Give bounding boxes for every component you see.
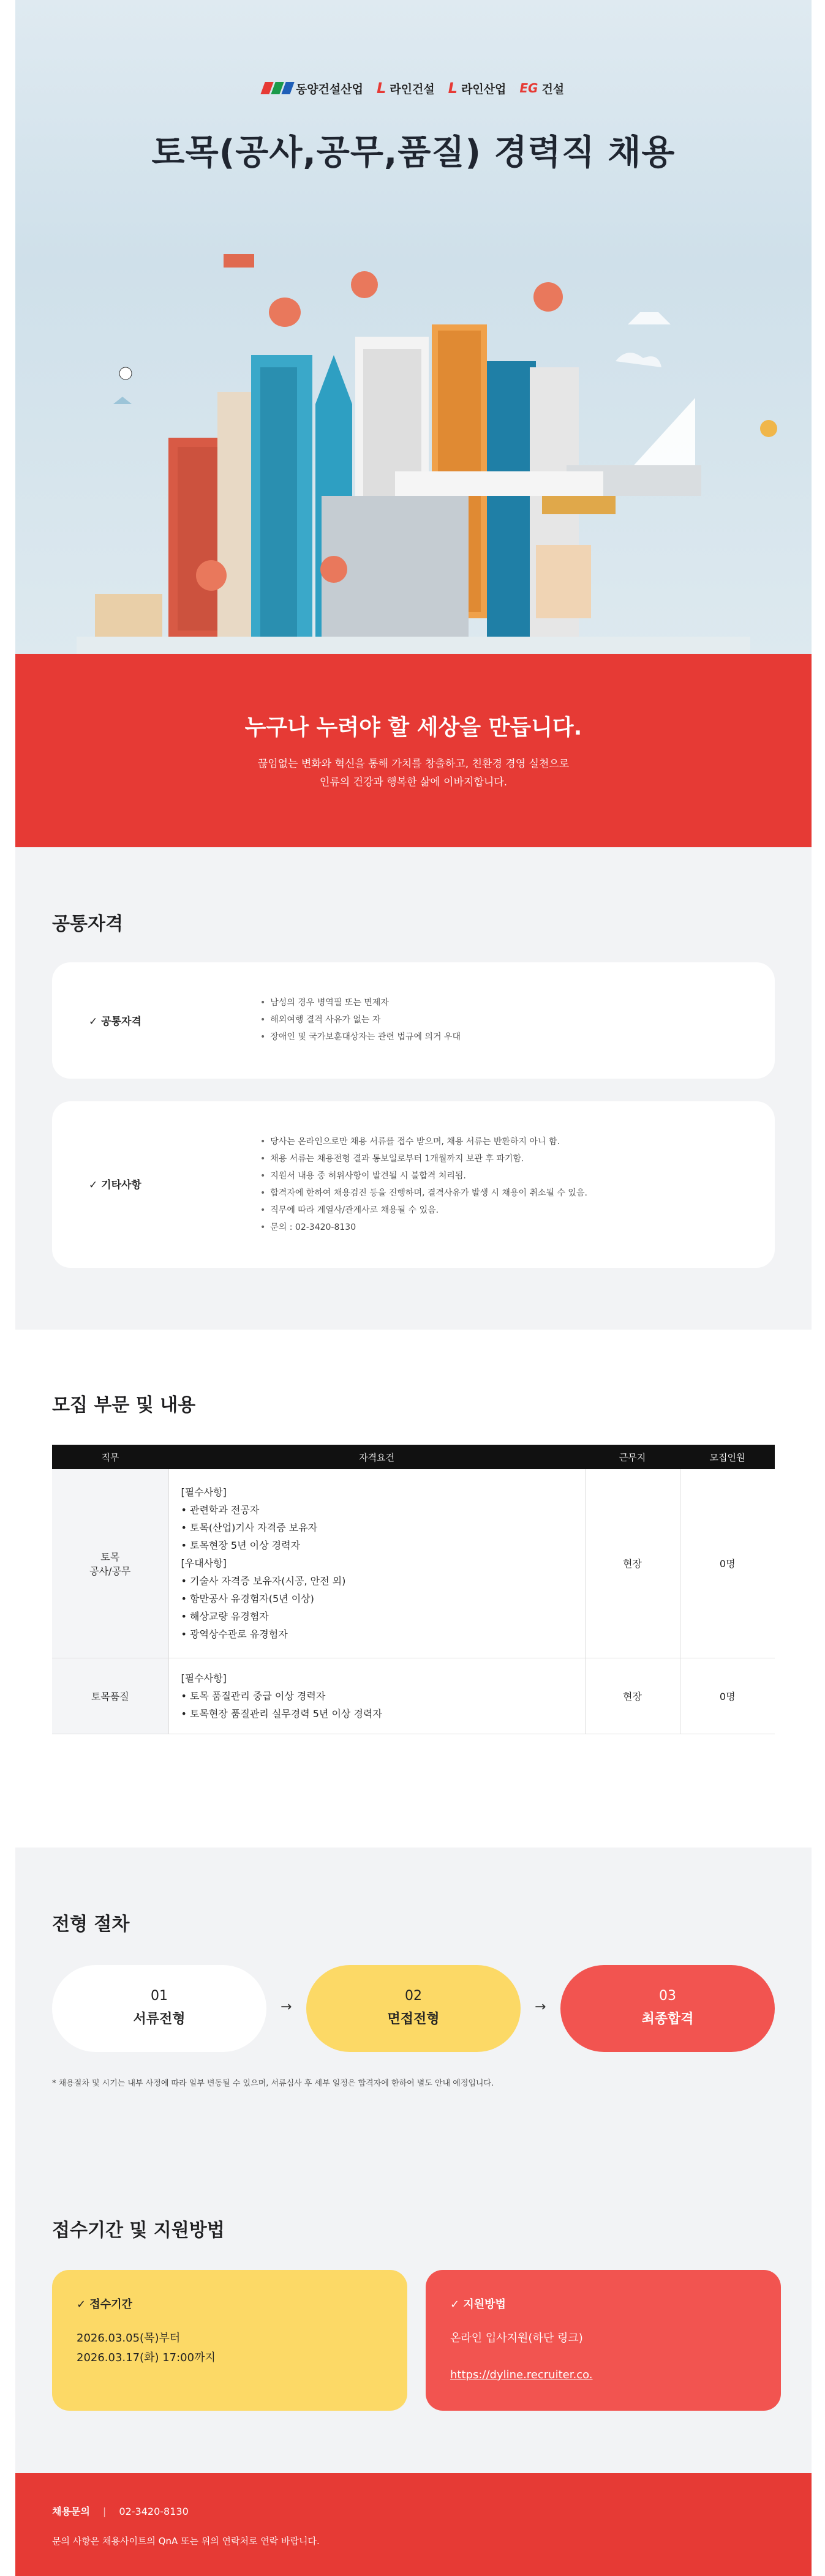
company-logos xyxy=(15,80,812,97)
requirements-cell xyxy=(168,1658,585,1734)
job-cell xyxy=(52,1658,168,1734)
requirements-cell xyxy=(168,1469,585,1658)
method-card xyxy=(426,2270,781,2411)
list-item: • 직무에 따라 계열사/관계사로 채용될 수 있음. xyxy=(260,1202,587,1219)
req-line: [필수사항] xyxy=(181,1672,227,1684)
dongyang-logo-icon xyxy=(263,82,292,94)
req-line: • 광역상수관로 유경험자 xyxy=(181,1628,288,1641)
req-line: • 토목 품질관리 중급 이상 경력자 xyxy=(181,1690,326,1702)
list-item: • 지원서 내용 중 허위사항이 발견될 시 불합격 처리됨. xyxy=(260,1167,587,1185)
logo-dongyang xyxy=(263,80,363,97)
logo-eg xyxy=(519,80,564,97)
method-text: 온라인 입사지원(하단 링크) xyxy=(450,2332,583,2345)
card-label-common: ✓ 공통자격 xyxy=(89,1016,141,1028)
headcount-cell: 0명 xyxy=(680,1658,775,1734)
step-label: 면접전형 xyxy=(387,2012,440,2027)
step-number: 02 xyxy=(405,1988,422,2004)
list-item: • 문의 : 02-3420-8130 xyxy=(260,1219,587,1236)
process-section-title: 전형 절차 xyxy=(52,1914,130,1935)
recruit-section-title: 모집 부문 및 내용 xyxy=(52,1395,196,1416)
list-item: • 남성의 경우 병역필 또는 면제자 xyxy=(260,994,461,1011)
step-final xyxy=(560,1965,775,2052)
header-headcount: 모집인원 xyxy=(680,1445,775,1469)
job-cell xyxy=(52,1469,168,1658)
table-row xyxy=(52,1658,775,1734)
job-name: 토목품질 xyxy=(91,1690,129,1702)
req-line: • 토목현장 5년 이상 경력자 xyxy=(181,1540,301,1552)
table-row xyxy=(52,1469,775,1658)
apply-section-title: 접수기간 및 지원방법 xyxy=(52,2220,225,2241)
list-item: • 당사는 온라인으로만 채용 서류를 접수 받으며, 채용 서류는 반환하지 아니 함. xyxy=(260,1133,587,1150)
mission-banner xyxy=(15,654,812,847)
common-qualification-list xyxy=(260,994,461,1046)
step-number: 03 xyxy=(659,1988,676,2004)
step-label: 서류전형 xyxy=(133,2012,186,2027)
arrow-right-icon: → xyxy=(535,1999,546,2015)
header-job: 직무 xyxy=(52,1445,168,1469)
contact-phone: 02-3420-8130 xyxy=(119,2506,189,2517)
list-item: • 해외여행 결격 사유가 없는 자 xyxy=(260,1011,461,1028)
line-logo-icon: L xyxy=(448,80,458,97)
step-interview xyxy=(306,1965,521,2052)
job-subname: 공사/공무 xyxy=(89,1565,131,1577)
page-title: 토목(공사,공무,품질) 경력직 채용 xyxy=(151,133,676,173)
other-notes-card xyxy=(52,1101,775,1268)
banner-line-2: 인류의 건강과 행복한 삶에 이바지합니다. xyxy=(319,776,508,788)
req-line: • 해상교량 유경험자 xyxy=(181,1611,269,1623)
method-label: ✓ 지원방법 xyxy=(450,2298,506,2311)
period-card xyxy=(52,2270,407,2411)
list-item: • 장애인 및 국가보훈대상자는 관련 법규에 의거 우대 xyxy=(260,1028,461,1046)
banner-description xyxy=(15,755,812,792)
arrow-right-icon: → xyxy=(281,1999,292,2015)
req-line: • 기술사 자격증 보유자(시공, 안전 외) xyxy=(181,1575,346,1587)
common-qualification-section xyxy=(15,847,812,1330)
req-line: [우대사항] xyxy=(181,1557,227,1570)
card-label-other: ✓ 기타사항 xyxy=(89,1179,141,1191)
footer xyxy=(15,2473,812,2576)
common-section-title: 공통자격 xyxy=(52,913,123,935)
footer-note: 문의 사항은 채용사이트의 QnA 또는 위의 연락처로 연락 바랍니다. xyxy=(52,2536,320,2547)
list-item: • 채용 서류는 채용전형 결과 통보일로부터 1개월까지 보관 후 파기함. xyxy=(260,1150,587,1167)
logo-line-industry xyxy=(448,80,507,97)
logo-dongyang-text: 동양건설산업 xyxy=(295,82,363,96)
city-illustration xyxy=(15,202,812,654)
logo-line-industry-text: 라인산업 xyxy=(461,82,507,96)
hero-section xyxy=(15,0,812,654)
logo-eg-text: 건설 xyxy=(541,82,565,96)
location-cell: 현장 xyxy=(585,1469,680,1658)
apply-link[interactable]: https://dyline.recruiter.co. xyxy=(450,2368,593,2381)
job-name: 토목 xyxy=(100,1551,120,1563)
other-notes-list xyxy=(260,1133,587,1236)
period-to: 2026.03.17(화) 17:00까지 xyxy=(77,2351,216,2364)
req-line: • 토목(산업)기사 자격증 보유자 xyxy=(181,1522,318,1534)
list-item: • 합격자에 한하여 채용검진 등을 진행하며, 결격사유가 발생 시 채용이 취소될 수 있음. xyxy=(260,1185,587,1202)
banner-headline: 누구나 누려야 할 세상을 만듭니다. xyxy=(244,715,582,740)
req-line: [필수사항] xyxy=(181,1486,227,1499)
step-number: 01 xyxy=(151,1988,168,2004)
process-note: * 채용절차 및 시기는 내부 사정에 따라 일부 변동될 수 있으며, 서류심사 후 세부 일정은 합격자에 한하여 별도 안내 예정입니다. xyxy=(52,2079,494,2088)
logo-line-construction-text: 라인건설 xyxy=(390,82,435,96)
recruit-table xyxy=(52,1445,775,1734)
headcount-cell: 0명 xyxy=(680,1469,775,1658)
period-from: 2026.03.05(목)부터 xyxy=(77,2332,181,2345)
req-line: • 항만공사 유경험자(5년 이상) xyxy=(181,1593,314,1605)
logo-line-construction xyxy=(377,80,435,97)
common-qualification-card xyxy=(52,962,775,1079)
contact-label: 채용문의 xyxy=(52,2506,90,2517)
req-line: • 토목현장 품질관리 실무경력 5년 이상 경력자 xyxy=(181,1707,382,1720)
divider: | xyxy=(102,2506,107,2517)
eg-logo-icon: EG xyxy=(519,81,538,95)
step-document xyxy=(52,1965,266,2052)
header-requirements: 자격요건 xyxy=(168,1445,585,1469)
table-header-row xyxy=(52,1445,775,1469)
banner-line-1: 끊임없는 변화와 혁신을 통해 가치를 창출하고, 친환경 경영 실천으로 xyxy=(257,758,570,770)
step-label: 최종합격 xyxy=(641,2012,694,2027)
line-logo-icon: L xyxy=(376,80,386,97)
footer-contact xyxy=(52,2504,189,2518)
location-cell: 현장 xyxy=(585,1658,680,1734)
header-location: 근무지 xyxy=(585,1445,680,1469)
req-line: • 관련학과 전공자 xyxy=(181,1504,260,1516)
period-label: ✓ 접수기간 xyxy=(77,2298,132,2311)
